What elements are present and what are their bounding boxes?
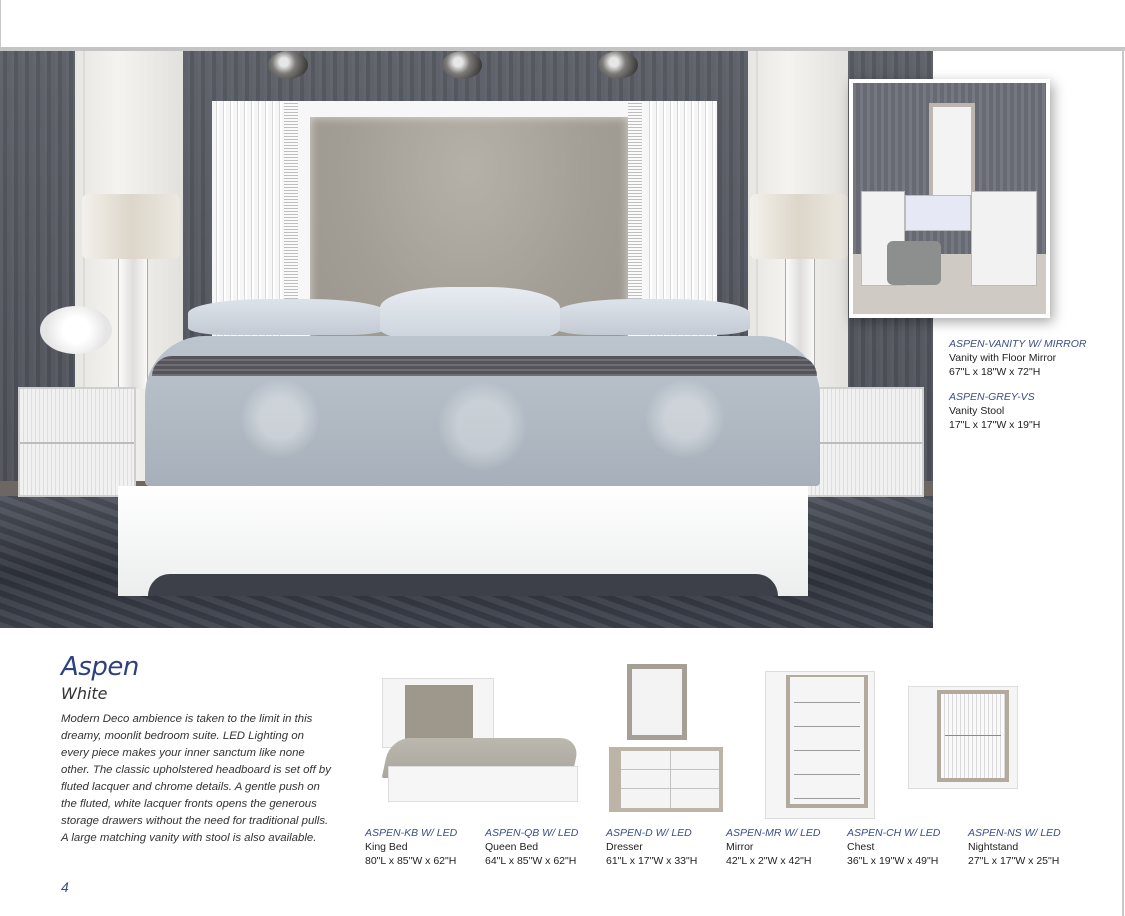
- dresser-image: [609, 747, 723, 812]
- product-code: ASPEN-NS W/ LED: [968, 827, 1061, 839]
- page-number: 4: [61, 879, 69, 895]
- product-name: Vanity Stool: [949, 405, 1005, 417]
- nightstand-image: [908, 686, 1018, 789]
- product-dimensions: 27"L x 17"W x 25"H: [968, 855, 1060, 867]
- pillow: [380, 287, 560, 339]
- collection-finish: White: [61, 684, 108, 703]
- hero-bedroom-photo: [0, 51, 933, 628]
- nightstand-left: [18, 387, 136, 497]
- vanity-photo: [849, 79, 1050, 318]
- mirror-image: [627, 664, 687, 740]
- product-dresser: [606, 826, 726, 868]
- product-mirror: [726, 826, 846, 868]
- product-code: ASPEN-QB W/ LED: [485, 827, 579, 839]
- product-dimensions: 64"L x 85"W x 62"H: [485, 855, 577, 867]
- product-dimensions: 36"L x 19"W x 49"H: [847, 855, 939, 867]
- pillow: [188, 299, 388, 335]
- collection-title: Aspen: [61, 652, 139, 682]
- pillow: [555, 299, 750, 335]
- product-code: ASPEN-D W/ LED: [606, 827, 692, 839]
- product-code: ASPEN-GREY-VS: [949, 391, 1035, 403]
- product-name: Chest: [847, 841, 875, 853]
- flower-vase: [40, 306, 112, 354]
- product-chest: [847, 826, 967, 868]
- collection-description: Modern Deco ambience is taken to the limit in this dreamy, moonlit bedroom suite. LED Lighting on every piece makes your inner sanctum like none other. The classic upholstered headboard is set off by fluted lacquer and chrome details. A gentle push on the fluted, white lacquer fronts opens the generous storage drawers without the need for traditional pulls. A large matching vanity with stool is also available.: [61, 713, 331, 844]
- wall-sconce: [442, 51, 482, 79]
- right-divider: [1122, 47, 1124, 916]
- vanity-specs: [949, 337, 1119, 443]
- nightstand-right: [806, 387, 924, 497]
- product-name: Dresser: [606, 841, 643, 853]
- product-nightstand: [968, 826, 1088, 868]
- product-code: ASPEN-KB W/ LED: [365, 827, 458, 839]
- product-name: Queen Bed: [485, 841, 539, 853]
- lamp-left: [82, 194, 180, 259]
- vanity-stool: [887, 241, 941, 285]
- product-dimensions: 80"L x 85"W x 62"H: [365, 855, 457, 867]
- product-queen-bed: [485, 826, 605, 868]
- spec-stool: [949, 390, 1119, 432]
- wall-sconce: [598, 51, 638, 79]
- lamp-right: [750, 194, 848, 259]
- product-code: ASPEN-MR W/ LED: [726, 827, 821, 839]
- product-code: ASPEN-VANITY W/ MIRROR: [949, 338, 1087, 350]
- throw-blanket: [152, 356, 817, 376]
- page-top-margin: [0, 0, 1125, 47]
- product-dimensions: 61"L x 17"W x 33"H: [606, 855, 698, 867]
- vanity-cabinet-right: [971, 191, 1037, 286]
- product-dimensions: 67"L x 18"W x 72"H: [949, 366, 1041, 378]
- product-king-bed: [365, 826, 485, 868]
- chest-image: [765, 671, 875, 819]
- king-bed-base-image: [388, 766, 578, 802]
- product-name: Nightstand: [968, 841, 1019, 853]
- vanity-glass-top: [905, 195, 971, 231]
- spec-vanity: [949, 337, 1119, 379]
- footboard: [118, 486, 808, 596]
- product-dimensions: 42"L x 2"W x 42"H: [726, 855, 812, 867]
- product-code: ASPEN-CH W/ LED: [847, 827, 941, 839]
- product-name: Vanity with Floor Mirror: [949, 352, 1057, 364]
- product-dimensions: 17"L x 17"W x 19"H: [949, 419, 1041, 431]
- product-name: King Bed: [365, 841, 408, 853]
- wall-sconce: [268, 51, 308, 79]
- product-name: Mirror: [726, 841, 754, 853]
- lamp-base-left: [118, 259, 148, 389]
